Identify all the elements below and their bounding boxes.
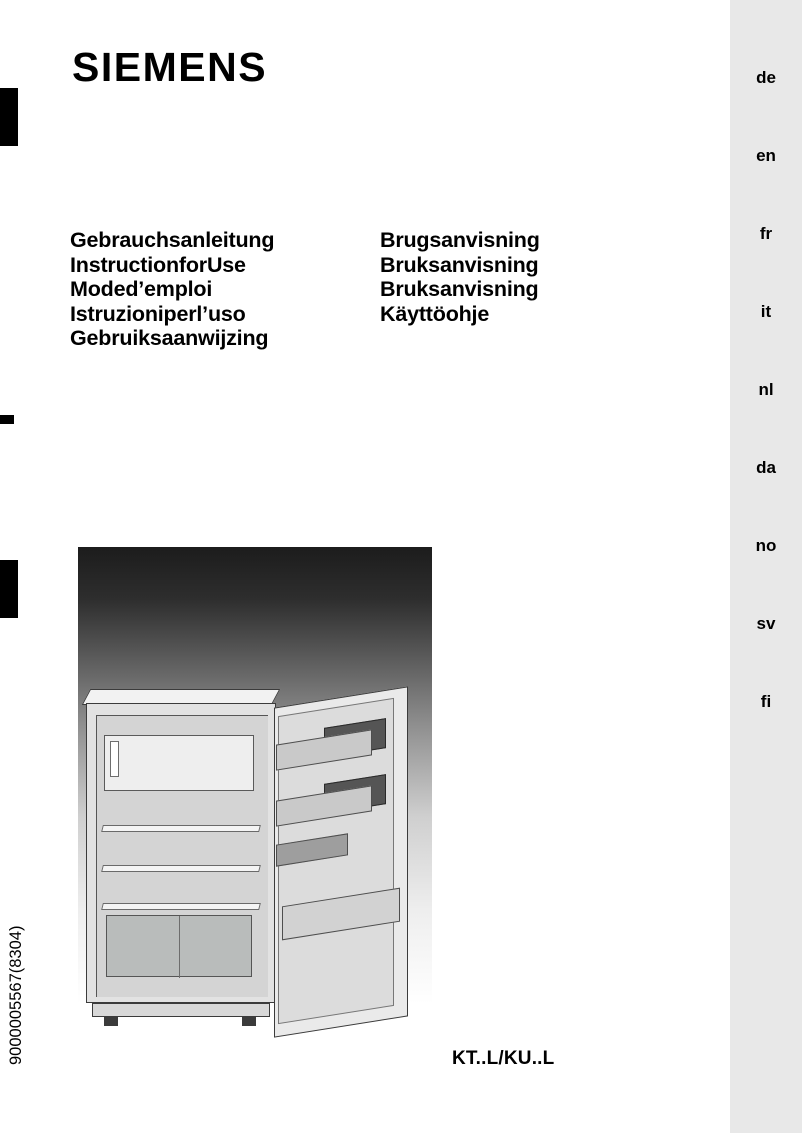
register-mark-top [0,88,18,146]
language-tab-it[interactable]: it [760,302,772,321]
language-tab-fi[interactable]: fi [760,692,772,711]
model-code: KT..L/KU..L [452,1048,555,1069]
title-line: Gebrauchsanleitung [70,228,275,252]
language-tab-da[interactable]: da [756,458,776,477]
title-line: Istruzioniperl’uso [70,301,246,326]
language-tab-fr[interactable]: fr [759,224,773,243]
language-tab-strip [730,0,802,1133]
register-mark-bottom [0,560,18,618]
crisper-drawer [106,915,252,977]
cabinet-foot [104,1017,118,1026]
freezer-handle [110,741,119,777]
shelf [101,903,261,910]
title-line: Moded’emploi [70,277,213,302]
register-mark-middle [0,415,14,424]
shelf [101,865,261,872]
manual-titles [70,228,680,351]
cabinet-foot [242,1017,256,1026]
shelf [101,825,261,832]
title-line: Gebruiksaanwijzing [70,326,269,351]
title-line: Bruksanvisning [380,277,539,302]
brand-logo: SIEMENS [72,44,268,90]
product-photo [78,547,432,1133]
cabinet-plinth [92,1003,270,1017]
language-tab-no[interactable]: no [755,536,777,555]
language-tab-nl[interactable]: nl [758,380,774,399]
language-tab-en[interactable]: en [756,146,776,165]
title-line: InstructionforUse [70,252,246,277]
manual-titles-right-column [380,228,680,351]
document-number: 9000005567(8304) [7,925,25,1065]
freezer-compartment [104,735,254,791]
language-tab-sv[interactable]: sv [756,614,776,633]
refrigerator-illustration [78,675,432,1095]
language-tab-de[interactable]: de [756,68,776,87]
title-line: Bruksanvisning [380,252,539,277]
title-line: Käyttöohje [380,301,490,326]
manual-titles-left-column [70,228,380,351]
title-line: Brugsanvisning [380,228,540,252]
